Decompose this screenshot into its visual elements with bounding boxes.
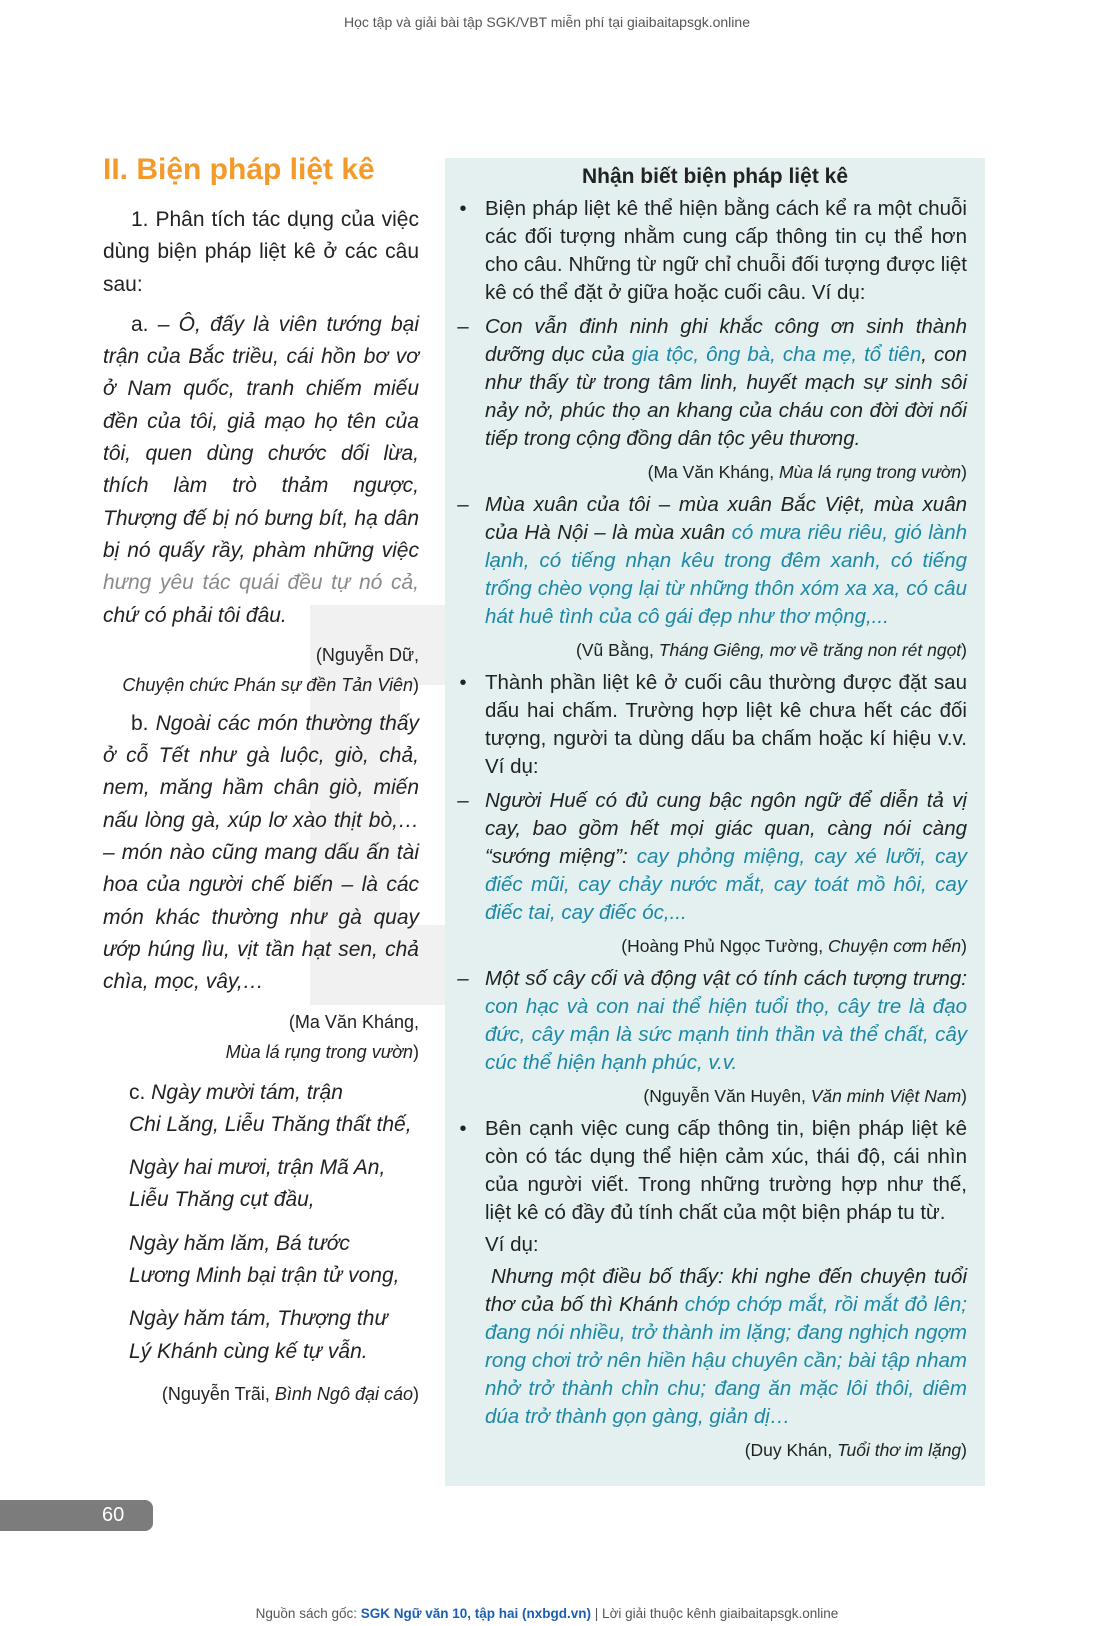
- example-b: b. Ngoài các món thường thấy ở cỗ Tết như gà luộc, giò, chả, nem, măng hầm chân giò, miến nấu lòng gà, xúp lơ xào thịt bò,… – món nào cũng mang dấu ấn tài hoa của người chế biến – là các món khác thường như gà quay ướp húng lìu, vịt tần hạt sen, chả chìa, mọc, vây,…: [103, 711, 419, 994]
- left-column: [103, 150, 419, 1409]
- section-title: II. Biện pháp liệt kê: [103, 153, 375, 186]
- citation-b: (Ma Văn Kháng, Mùa lá rụng trong vườn): [225, 1011, 419, 1062]
- panel-citation-5: (Duy Khán, Tuổi thơ im lặng): [744, 1440, 967, 1460]
- panel-citation-3: (Hoàng Phủ Ngọc Tường, Chuyện cơm hến): [621, 936, 967, 956]
- panel-citation-1: (Ma Văn Kháng, Mùa lá rụng trong vườn): [647, 462, 967, 482]
- bullet-2: • Thành phần liệt kê ở cuối câu thường được đặt sau dấu hai chấm. Trường hợp liệt kê chưa hết các đối tượng, người ta dùng dấu ba chấm hoặc kí hiệu v.v. Ví dụ:: [445, 669, 985, 781]
- citation-c: (Nguyễn Trãi, Bình Ngô đại cáo): [161, 1383, 419, 1404]
- dash-icon: –: [457, 967, 469, 990]
- example-dash-2: – Mùa xuân của tôi – mùa xuân Bắc Việt, mùa xuân của Hà Nội – là mùa xuân có mưa riêu riêu, gió lành lạnh, có tiếng nhạn kêu trong đêm xanh, có tiếng trống chèo vọng lại từ những thôn xóm xa xa, có câu hát huê tình của cô gái đẹp như thơ mộng,...: [445, 491, 985, 631]
- panel-citation-2: (Vũ Bằng, Tháng Giêng, mơ về trăng non rét ngọt): [576, 640, 967, 660]
- page-number: 60: [102, 1504, 125, 1526]
- example-a: a. – Ô, đấy là viên tướng bại trận của Bắc triều, cái hồn bơ vơ ở Nam quốc, tranh chiếm miếu đền của tôi, giả mạo họ tên của tôi, quen dùng chước dối lừa, thích làm trò thảm ngược, Thượng đế bị nó bưng bít, hạ dân bị nó quấy rầy, phàm những việc hưng yêu tác quái đều tự nó cả, chứ có phải tôi đâu.: [103, 312, 419, 627]
- bullet-1: • Biện pháp liệt kê thể hiện bằng cách kể ra một chuỗi các đối tượng nhằm cung cấp thông tin cụ thể hơn cho câu. Những từ ngữ chỉ chuỗi đối tượng được liệt kê có thể đặt ở giữa hoặc cuối câu. Ví dụ:: [445, 195, 985, 307]
- bullet-icon: •: [459, 672, 467, 694]
- bullet-icon: •: [459, 198, 467, 220]
- question-1: 1. Phân tích tác dụng của việc dùng biện pháp liệt kê ở các câu sau:: [103, 208, 419, 296]
- footer-source-link[interactable]: SGK Ngữ văn 10, tập hai (nxbgd.vn): [360, 1606, 592, 1621]
- example-dash-4: – Một số cây cối và động vật có tính cách tượng trưng: con hạc và con nai thể hiện tuổi thọ, cây tre là đạo đức, cây mận là sức mạnh tinh thần và thể chất, cây cúc thể hiện hạnh phúc, v.v.: [445, 965, 985, 1077]
- example-c-poem: c. Ngày mười tám, trận Chi Lăng, Liễu Thăng thất thế, Ngày hai mươi, trận Mã An, Liễu Thăng cụt đầu, Ngày hăm lăm, Bá tước Lương Minh bại trận tử vong, Ngày hăm tám, Thượng thư Lý Khánh cùng kế tự vẫn.: [129, 1080, 412, 1363]
- dash-icon: –: [457, 493, 469, 516]
- example-dash-3: – Người Huế có đủ cung bậc ngôn ngữ để diễn tả vị cay, bao gồm hết mọi giác quan, càng nói càng “sướng miệng”: cay phỏng miệng, cay xé lưỡi, cay điếc mũi, cay chảy nước mắt, cay toát mồ hôi, cay điếc tai, cay điếc óc,...: [445, 787, 985, 927]
- footer: Nguồn sách gốc: SGK Ngữ văn 10, tập hai (nxbgd.vn) | Lời giải thuộc kênh giaibaitapsgk.online: [255, 1606, 839, 1621]
- bullet-icon: •: [459, 1118, 467, 1140]
- site-header: Học tập và giải bài tập SGK/VBT miễn phí tại giaibaitapsgk.online: [344, 14, 750, 30]
- example-final: Nhưng một điều bố thấy: khi nghe đến chuyện tuổi thơ của bố thì Khánh chớp chớp mắt, rồi mắt đỏ lên; đang nói nhiều, trở thành im lặng; đang nghịch ngợm rong chơi trở nên hiền hậu chuyên cần; bài tập nham nhở trở thành chỉn chu; đang ăn mặc lôi thôi, diêm dúa trở thành gọn gàng, giản dị…: [485, 1265, 967, 1428]
- panel-title: Nhận biết biện pháp liệt kê: [581, 165, 849, 188]
- dash-icon: –: [457, 789, 469, 812]
- bullet-3: • Bên cạnh việc cung cấp thông tin, biện pháp liệt kê còn có tác dụng thể hiện cảm xúc, thái độ, cái nhìn của người viết. Trong những trường hợp như thế, liệt kê có đầy đủ tính chất của một biện pháp tu từ.: [445, 1115, 985, 1227]
- page-number-badge: [0, 1500, 153, 1531]
- info-panel: [445, 158, 985, 1486]
- citation-a: (Nguyễn Dữ, Chuyện chức Phán sự đền Tản Viên): [122, 644, 419, 695]
- dash-icon: –: [457, 315, 469, 338]
- example-label: Ví dụ:: [485, 1233, 539, 1256]
- example-dash-1: – Con vẫn đinh ninh ghi khắc công ơn sinh thành dưỡng dục của gia tộc, ông bà, cha mẹ, tổ tiên, con như thấy từ trong tâm linh, huyết mạch sự sinh sôi nảy nở, phúc thọ an khang của cháu con đời đời nối tiếp trong cộng đồng dân tộc yêu thương.: [445, 313, 985, 453]
- panel-citation-4: (Nguyễn Văn Huyên, Văn minh Việt Nam): [643, 1086, 967, 1106]
